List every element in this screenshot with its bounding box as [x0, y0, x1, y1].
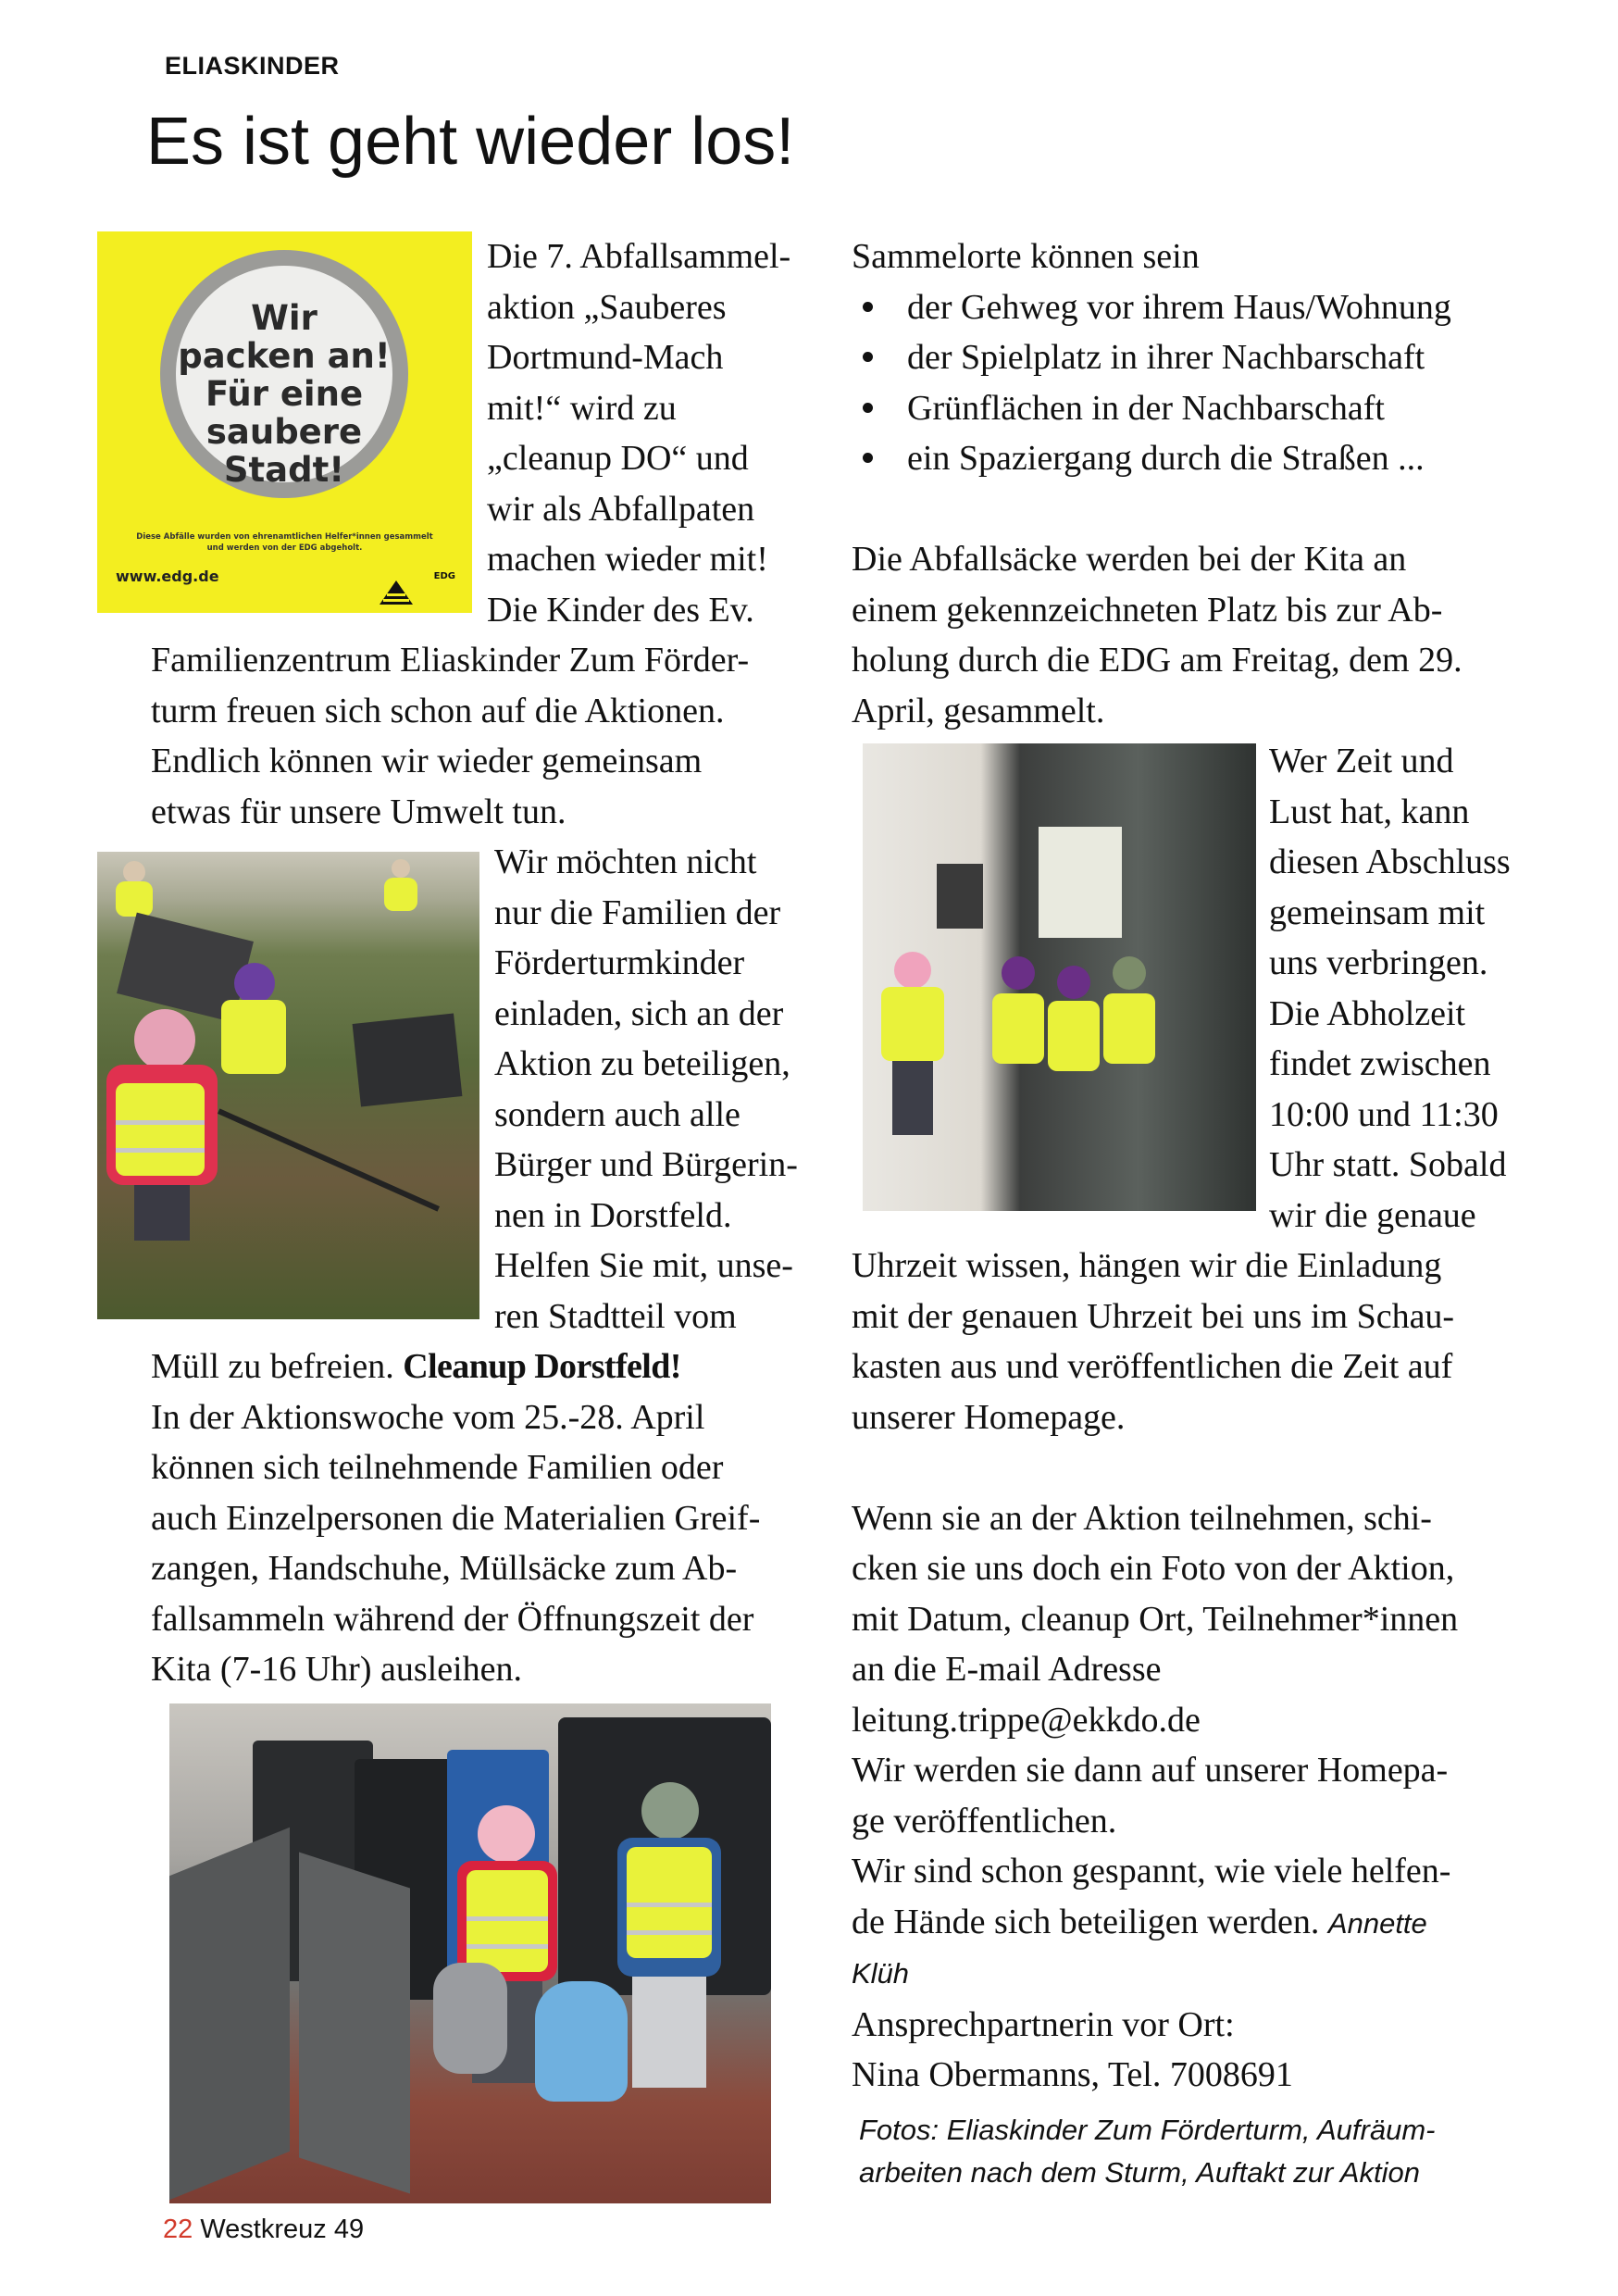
- edg-logo-icon: [376, 572, 455, 604]
- text-line: ge veröffentlichen.: [852, 1801, 1117, 1841]
- child-figure: [876, 952, 950, 1137]
- text-line: Wenn sie an der Aktion teilnehmen, schi-: [852, 1498, 1432, 1538]
- list-item-text: ein Spaziergang durch die Straßen ...: [907, 439, 1425, 478]
- bullet-icon: [863, 403, 873, 413]
- left-column: [116, 231, 822, 1695]
- text-line: Bürger und Bürgerin-: [494, 1145, 798, 1184]
- text-line: Die Kinder des Ev.: [487, 590, 754, 630]
- text-line: In der Aktionswoche vom 25.-28. April: [151, 1397, 705, 1437]
- poster-slogan-line: saubere: [205, 412, 363, 452]
- author-last-name: Klüh: [852, 1957, 910, 1990]
- bullet-icon: [863, 453, 873, 463]
- text-line: „cleanup DO“ und: [487, 439, 749, 478]
- cleanup-line: [151, 1341, 822, 1392]
- stone-slab: [299, 1853, 410, 2194]
- text-line: auch Einzelpersonen die Materialien Greif-: [151, 1498, 761, 1538]
- poster-circle-icon: [160, 250, 408, 498]
- page-title: Es ist geht wieder los!: [146, 105, 795, 179]
- edg-poster-image: [97, 231, 472, 613]
- text-line: können sich teilnehmende Familien oder: [151, 1448, 724, 1487]
- poster-smallprint-line: Diese Abfälle wurden von ehrenamtlichen Helfer*innen gesammelt: [136, 532, 433, 542]
- cleanup-dorstfeld-callout: Cleanup Dorstfeld!: [403, 1347, 681, 1386]
- text-line: Die Abholzeit: [1269, 993, 1466, 1033]
- text-line: turm freuen sich schon auf die Aktionen.: [151, 691, 725, 730]
- poster-slogan: [176, 299, 392, 489]
- text-run: de Hände sich beteiligen werden.: [852, 1902, 1328, 1941]
- text-line: diesen Abschluss: [1269, 842, 1511, 881]
- child-figure: [614, 1782, 725, 2088]
- poster-slogan-line: Wir: [251, 298, 317, 338]
- text-line: mit!“ wird zu: [487, 388, 677, 428]
- text-line: Wir möchten nicht: [494, 842, 757, 881]
- stone-slab: [353, 1013, 463, 1106]
- text-line: kasten aus und veröffentlichen die Zeit auf: [852, 1347, 1453, 1386]
- text-line: an die E-mail Adresse: [852, 1650, 1162, 1689]
- photo-credit: [859, 2109, 1525, 2194]
- text-line: [852, 1897, 1527, 1950]
- text-line: nur die Familien der: [494, 892, 781, 932]
- poster-slogan-line: Für eine: [205, 374, 364, 414]
- text-line: Aktion zu beteiligen,: [494, 1044, 790, 1083]
- text-line: Wir werden sie dann auf unserer Homepa-: [852, 1751, 1449, 1790]
- photo-credit-line: arbeiten nach dem Sturm, Auftakt zur Aktion: [859, 2156, 1420, 2189]
- trash-bag: [535, 1981, 628, 2102]
- text-line: cken sie uns doch ein Foto von der Aktion,: [852, 1549, 1455, 1588]
- text-line: Uhr statt. Sobald: [1269, 1145, 1507, 1184]
- stone-slab: [169, 1828, 290, 2201]
- text-line: ren Stadtteil vom: [494, 1296, 737, 1336]
- text-line: einem gekennzeichneten Platz bis zur Ab-: [852, 590, 1443, 630]
- bags-paragraph: [852, 534, 1527, 736]
- page-footer: [163, 2215, 364, 2245]
- text-line: fallsammeln während der Öffnungszeit der: [151, 1599, 754, 1639]
- photo-call-paragraph: [852, 1493, 1527, 2101]
- text-line: mit Datum, cleanup Ort, Teilnehmer*innen: [852, 1599, 1459, 1639]
- text-line: zangen, Handschuhe, Müllsäcke zum Ab-: [151, 1549, 738, 1588]
- bullet-icon: [863, 352, 873, 362]
- contact-info: Nina Obermanns, Tel. 7008691: [852, 2055, 1293, 2094]
- garden-cleanup-photo: [97, 852, 479, 1319]
- right-column: [852, 231, 1527, 2101]
- text-line: Lust hat, kann: [1269, 792, 1470, 831]
- poster-smallprint: [116, 531, 454, 554]
- places-list: [852, 282, 1527, 484]
- text-line: wir als Abfallpaten: [487, 489, 755, 529]
- trash-bins-photo: [169, 1703, 771, 2203]
- text-line: machen wieder mit!: [487, 540, 768, 579]
- text-line: Kita (7-16 Uhr) ausleihen.: [151, 1650, 522, 1689]
- text-line: nen in Dorstfeld.: [494, 1195, 732, 1235]
- list-item-text: Grünflächen in der Nachbarschaft: [907, 388, 1385, 428]
- photo-credit-line: Fotos: Eliaskinder Zum Förderturm, Aufräum-: [859, 2114, 1436, 2146]
- notice-poster: [1039, 827, 1122, 938]
- text-line: Familienzentrum Eliaskinder Zum Förder-: [151, 641, 750, 680]
- poster-slogan-line: packen an!: [178, 336, 391, 376]
- text-line: Die 7. Abfallsammel-: [487, 237, 791, 276]
- poster-smallprint-line: und werden von der EDG abgeholt.: [206, 543, 363, 553]
- text-run: Müll zu befreien.: [151, 1347, 404, 1386]
- text-line: Wer Zeit und: [1269, 742, 1454, 780]
- email-address[interactable]: leitung.trippe@ekkdo.de: [852, 1700, 1201, 1740]
- section-label: ELIASKINDER: [165, 52, 340, 80]
- list-item-text: der Spielplatz in ihrer Nachbarschaft: [907, 338, 1425, 377]
- publication-name: Westkreuz 49: [200, 2215, 365, 2244]
- list-item: [852, 282, 1527, 333]
- litter-grabber: [218, 1108, 440, 1211]
- trash-bag: [433, 1963, 507, 2074]
- places-intro: Sammelorte können sein: [852, 237, 1200, 276]
- text-line: Endlich können wir wieder gemeinsam: [151, 742, 703, 780]
- poster-logo-text: EDG: [433, 570, 455, 581]
- text-line: etwas für unsere Umwelt tun.: [151, 792, 566, 831]
- text-line: Die Abfallsäcke werden bei der Kita an: [852, 540, 1407, 579]
- text-line: wir die genaue: [1269, 1195, 1476, 1235]
- author-first-name: Annette: [1327, 1906, 1427, 1940]
- bullet-icon: [863, 302, 873, 312]
- child-figure: [384, 859, 417, 911]
- text-line: unserer Homepage.: [852, 1397, 1126, 1437]
- text-line: findet zwischen: [1269, 1044, 1491, 1083]
- pickup-continued: [852, 1241, 1527, 1442]
- mailbox: [937, 864, 983, 929]
- kita-entrance-photo: [863, 743, 1256, 1211]
- list-item: [852, 433, 1527, 484]
- poster-slogan-line: Stadt!: [223, 450, 345, 490]
- text-line: Wir sind schon gespannt, wie viele helfen-: [852, 1852, 1451, 1890]
- list-item: [852, 383, 1527, 434]
- child-figure: [97, 1009, 227, 1241]
- text-line: Dortmund-Mach: [487, 338, 724, 377]
- children-group: [992, 956, 1159, 1142]
- familienzentrum-paragraph: [151, 635, 822, 837]
- text-line: April, gesammelt.: [852, 691, 1105, 730]
- text-line: aktion „Sauberes: [487, 287, 727, 327]
- text-line: mit der genauen Uhrzeit bei uns im Schau-: [852, 1296, 1455, 1336]
- poster-url: www.edg.de: [116, 567, 219, 585]
- text-line: uns verbringen.: [1269, 943, 1488, 982]
- list-item: [852, 332, 1527, 383]
- action-week-paragraph: [151, 1392, 822, 1695]
- list-item-text: der Gehweg vor ihrem Haus/Wohnung: [907, 287, 1451, 327]
- text-line: Förderturmkinder: [494, 943, 745, 982]
- text-line: sondern auch alle: [494, 1094, 741, 1134]
- child-figure: [116, 861, 153, 917]
- text-line: Uhrzeit wissen, hängen wir die Einladung: [852, 1246, 1442, 1285]
- text-line: 10:00 und 11:30: [1269, 1094, 1499, 1134]
- child-figure: [218, 963, 292, 1092]
- text-line: holung durch die EDG am Freitag, dem 29.: [852, 641, 1462, 680]
- text-line: Helfen Sie mit, unse-: [494, 1246, 793, 1285]
- contact-label: Ansprechpartnerin vor Ort:: [852, 2004, 1235, 2044]
- page-number: 22: [163, 2215, 193, 2244]
- text-line: gemeinsam mit: [1269, 892, 1486, 932]
- text-line: einladen, sich an der: [494, 993, 784, 1033]
